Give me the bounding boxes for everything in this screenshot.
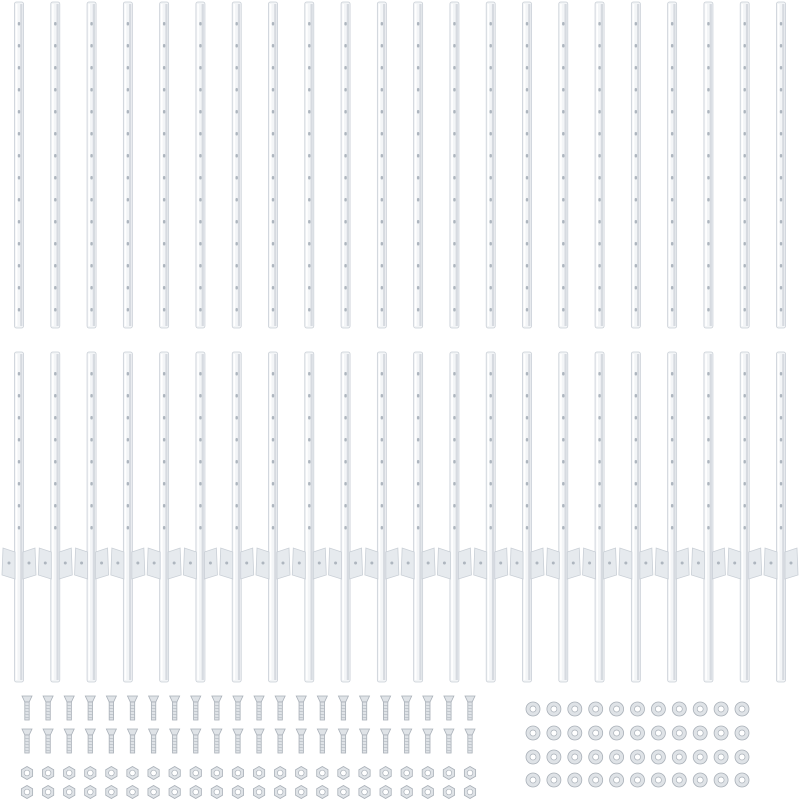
hex-nut: [338, 786, 349, 799]
hex-nut: [148, 786, 159, 799]
fence-post: [595, 2, 604, 328]
washer: [651, 702, 665, 716]
hex-nut: [359, 767, 370, 780]
washer: [651, 750, 665, 764]
washer: [610, 773, 624, 787]
washer: [547, 702, 561, 716]
fence-post: [777, 2, 786, 328]
fence-post: [740, 2, 749, 328]
washer: [526, 726, 540, 740]
fence-post: [305, 2, 314, 328]
washer: [589, 750, 603, 764]
washer: [631, 773, 645, 787]
washer: [735, 750, 749, 764]
hex-nut: [232, 786, 243, 799]
hex-nut: [64, 786, 75, 799]
hex-nut: [464, 786, 475, 799]
fence-post: [414, 2, 423, 328]
hex-nut: [253, 767, 264, 780]
hex-nut: [443, 767, 454, 780]
washer: [714, 773, 728, 787]
washer: [693, 773, 707, 787]
hex-nut: [106, 786, 117, 799]
washer: [526, 750, 540, 764]
hex-nut: [21, 767, 32, 780]
washer: [693, 702, 707, 716]
hex-nut: [169, 767, 180, 780]
hex-nut: [296, 786, 307, 799]
fence-post: [123, 2, 132, 328]
hex-nut: [148, 767, 159, 780]
fence-post: [450, 2, 459, 328]
hex-nut: [169, 786, 180, 799]
hex-nut: [190, 767, 201, 780]
hex-nut: [464, 767, 475, 780]
hex-nut: [42, 786, 53, 799]
washer: [631, 726, 645, 740]
hex-nut: [338, 767, 349, 780]
hex-nut: [275, 786, 286, 799]
washer: [547, 773, 561, 787]
washer: [631, 702, 645, 716]
washer: [568, 773, 582, 787]
washer: [651, 726, 665, 740]
hex-nut: [253, 786, 264, 799]
washer: [589, 726, 603, 740]
fence-post: [668, 2, 677, 328]
hex-nut: [127, 767, 138, 780]
washer: [735, 702, 749, 716]
hex-nut: [401, 786, 412, 799]
hex-nut: [422, 767, 433, 780]
washer: [631, 750, 645, 764]
hex-nut: [42, 767, 53, 780]
fence-post: [196, 2, 205, 328]
hex-nut: [359, 786, 370, 799]
hex-nut: [443, 786, 454, 799]
fence-post: [523, 2, 532, 328]
fence-post: [87, 2, 96, 328]
washer: [610, 726, 624, 740]
washer: [568, 702, 582, 716]
fence-post: [486, 2, 495, 328]
washer: [547, 750, 561, 764]
washer: [672, 702, 686, 716]
washer: [672, 726, 686, 740]
hex-nut: [85, 767, 96, 780]
hex-nut: [317, 767, 328, 780]
fence-post: [704, 2, 713, 328]
washer: [735, 773, 749, 787]
fence-post: [269, 2, 278, 328]
hex-nut: [380, 767, 391, 780]
washer: [589, 773, 603, 787]
washer: [547, 726, 561, 740]
hex-nut: [211, 786, 222, 799]
hex-nut: [106, 767, 117, 780]
fence-post: [341, 2, 350, 328]
fence-post: [377, 2, 386, 328]
washer: [610, 702, 624, 716]
hex-nut: [422, 786, 433, 799]
washer: [714, 750, 728, 764]
washer: [672, 773, 686, 787]
hex-nut: [85, 786, 96, 799]
fence-post: [559, 2, 568, 328]
hex-nut: [296, 767, 307, 780]
washer: [568, 726, 582, 740]
fence-post: [15, 2, 24, 328]
hex-nut: [232, 767, 243, 780]
washer: [735, 726, 749, 740]
washer: [589, 702, 603, 716]
washer: [651, 773, 665, 787]
washer: [568, 750, 582, 764]
hex-nut: [380, 786, 391, 799]
washer: [714, 702, 728, 716]
washer: [714, 726, 728, 740]
hex-nut: [127, 786, 138, 799]
washer: [693, 750, 707, 764]
fence-post: [232, 2, 241, 328]
washer: [610, 750, 624, 764]
washer: [526, 773, 540, 787]
washer: [693, 726, 707, 740]
hex-nut: [275, 767, 286, 780]
hex-nut: [21, 786, 32, 799]
fence-post: [51, 2, 60, 328]
fence-post: [160, 2, 169, 328]
washer: [526, 702, 540, 716]
hex-nut: [64, 767, 75, 780]
fence-post: [631, 2, 640, 328]
hex-nut: [401, 767, 412, 780]
hex-nut: [317, 786, 328, 799]
washer: [672, 750, 686, 764]
hex-nut: [211, 767, 222, 780]
hex-nut: [190, 786, 201, 799]
